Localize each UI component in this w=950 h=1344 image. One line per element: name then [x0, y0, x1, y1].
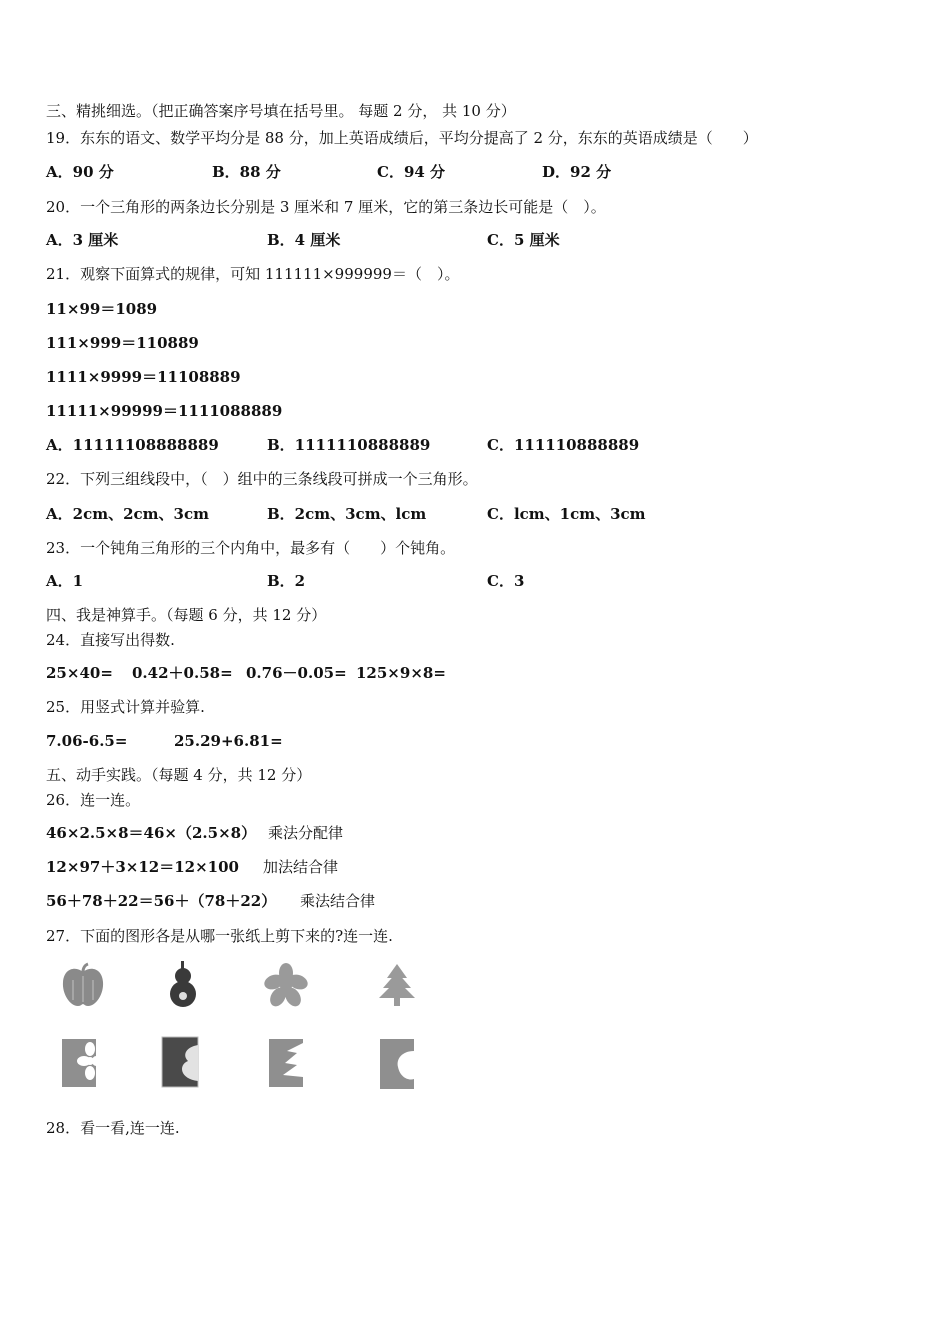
q26-expression: 46×2.5×8＝46×（2.5×8）: [46, 824, 257, 842]
q24-item: 0.42＋0.58=: [132, 664, 233, 682]
q25-item: 25.29+6.81=: [174, 732, 283, 750]
paper-tree-cut-icon: [267, 1037, 307, 1089]
q26-law: 乘法结合律: [300, 892, 376, 910]
q24-item: 0.76－0.05=: [246, 664, 347, 682]
q25-item: 7.06-6.5=: [46, 732, 128, 750]
q22-option-b: B．2cm、3cm、lcm: [267, 505, 427, 523]
q19-option-a: A．90 分: [46, 163, 114, 181]
q21-pattern-line: 11×99＝1089: [46, 300, 158, 318]
q21-option-c: C．111110888889: [487, 436, 640, 454]
gourd-shape-icon: [163, 960, 203, 1010]
q21-pattern-line: 1111×9999＝11108889: [46, 368, 241, 386]
apple-shape-icon: [58, 962, 108, 1010]
section-4-title: 四、我是神算手。（每题 6 分，共 12 分）: [46, 606, 327, 624]
q26-expression: 56＋78＋22＝56＋（78＋22）: [46, 892, 277, 910]
question-27: 27．下面的图形各是从哪一张纸上剪下来的?连一连.: [46, 927, 393, 945]
q19-option-d: D．92 分: [542, 163, 612, 181]
q23-option-c: C．3: [487, 572, 525, 590]
q26-expression: 12×97＋3×12＝12×100: [46, 858, 239, 876]
q21-pattern-line: 111×999＝110889: [46, 334, 199, 352]
q19-option-b: B．88 分: [212, 163, 281, 181]
q20-option-a: A．3 厘米: [46, 231, 119, 249]
q23-option-b: B．2: [267, 572, 306, 590]
q26-law: 乘法分配律: [268, 824, 344, 842]
paper-flower-cut-icon: [60, 1037, 100, 1089]
question-25: 25．用竖式计算并验算.: [46, 698, 205, 716]
q21-option-b: B．1111110888889: [267, 436, 431, 454]
question-22: 22．下列三组线段中，（ ）组中的三条线段可拼成一个三角形。: [46, 470, 478, 488]
q21-pattern-line: 11111×99999＝1111088889: [46, 402, 283, 420]
question-24: 24．直接写出得数.: [46, 631, 175, 649]
question-26: 26．连一连。: [46, 791, 141, 809]
question-21: 21．观察下面算式的规律，可知 111111×999999＝（ ）。: [46, 265, 460, 283]
question-28: 28．看一看,连一连.: [46, 1119, 180, 1137]
question-20: 20．一个三角形的两条边长分别是 3 厘米和 7 厘米，它的第三条边长可能是（ ）。: [46, 198, 606, 216]
q26-law: 加法结合律: [263, 858, 339, 876]
question-19: 19．东东的语文、数学平均分是 88 分，加上英语成绩后，平均分提高了 2 分，东东的英语成绩是（ ）: [46, 129, 758, 147]
q24-item: 125×9×8=: [356, 664, 446, 682]
q20-option-b: B．4 厘米: [267, 231, 341, 249]
paper-gourd-cut-icon: [160, 1035, 202, 1089]
q20-option-c: C．5 厘米: [487, 231, 560, 249]
q24-item: 25×40=: [46, 664, 113, 682]
flower-shape-icon: [262, 962, 310, 1008]
section-5-title: 五、动手实践。（每题 4 分，共 12 分）: [46, 766, 312, 784]
q23-option-a: A．1: [46, 572, 84, 590]
q21-option-a: A．11111108888889: [46, 436, 219, 454]
section-3-title: 三、精挑细选。（把正确答案序号填在括号里。 每题 2 分， 共 10 分）: [46, 102, 516, 120]
question-23: 23．一个钝角三角形的三个内角中，最多有（ ）个钝角。: [46, 539, 456, 557]
q19-option-c: C．94 分: [377, 163, 446, 181]
paper-apple-cut-icon: [378, 1037, 418, 1091]
q22-option-a: A．2cm、2cm、3cm: [46, 505, 209, 523]
tree-shape-icon: [375, 962, 419, 1008]
q22-option-c: C．lcm、1cm、3cm: [487, 505, 646, 523]
